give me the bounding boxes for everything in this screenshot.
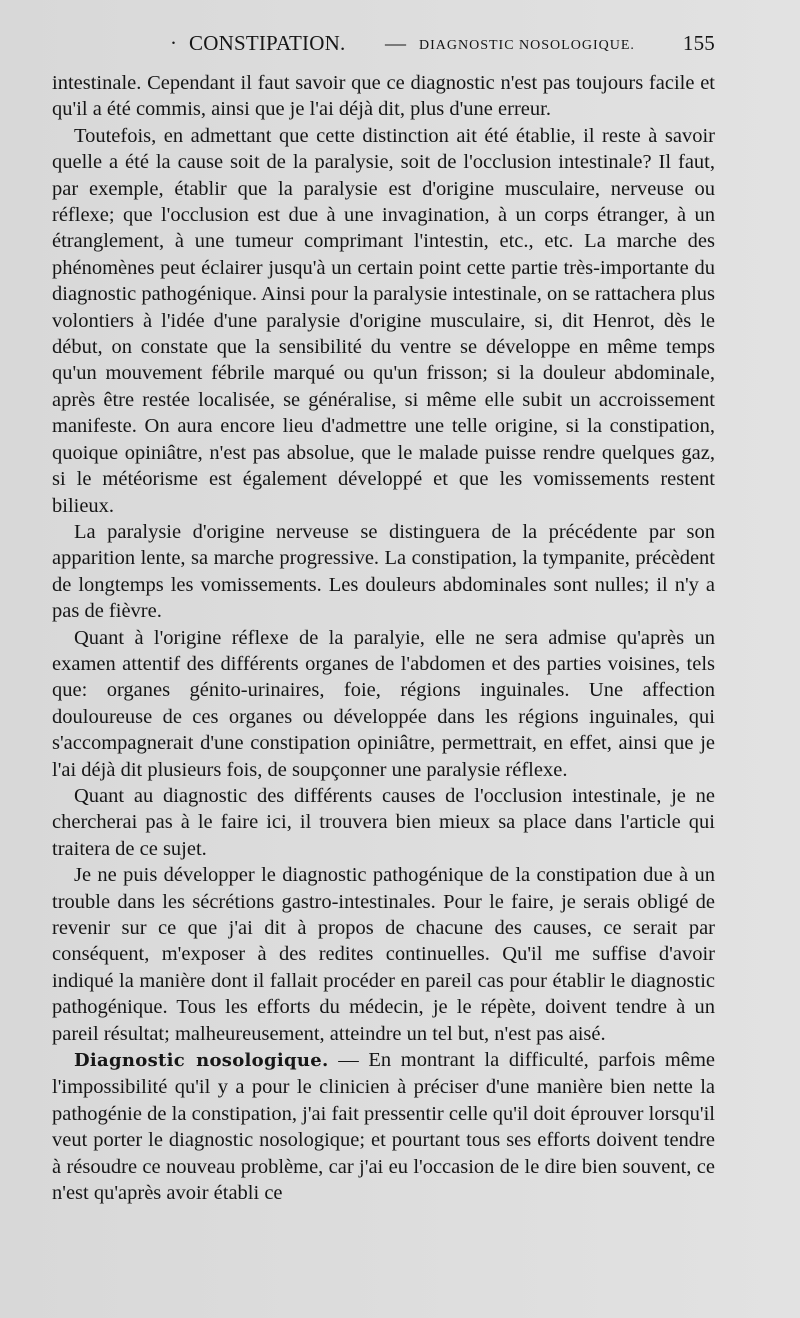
running-title: CONSTIPATION. (189, 31, 346, 55)
page-number: 155 (682, 31, 715, 55)
running-head (52, 31, 715, 61)
paragraph: Je ne puis développer le diagnostic pathogénique de la constipation due à un trouble dans les sécrétions gastro-intestinales. Pour le faire, je serais obligé de revenir sur ce que j'ai dit à propos de chacune des causes, ce serait par conséquent, m'exposer à des redites continuelles. Qu'il me suffise d'avoir indiqué la manière dont il fallait procéder en pareil cas pour établir le diagnostic pathogénique. Tous les efforts du médecin, je le répète, doivent tendre à un pareil résultat; malheureusement, atteindre un tel but, n'est pas aisé. (52, 864, 715, 1045)
header-dash: — (385, 31, 407, 55)
header-dot: · (170, 31, 178, 55)
section-paragraph (52, 1047, 715, 1206)
paragraph: La paralysie d'origine nerveuse se distinguera de la précédente par son apparition lente, sa marche progressive. La constipation, la tympanite, précèdent de longtemps les vomissements. Les douleurs abdominales sont nulles; il n'y a pas de fièvre. (52, 520, 715, 623)
paragraph: intestinale. Cependant il faut savoir que ce diagnostic n'est pas toujours facile et qu'il a été commis, ainsi que je l'ai déjà dit, plus d'une erreur. (52, 72, 715, 121)
paragraph: Quant à l'origine réflexe de la paralyie, elle ne sera admise qu'après un examen attentif des différents organes de l'abdomen et des parties voisines, tels que: organes génito-urinaires, foie, régions inguinales. Une affection douloureuse de ces organes ou développée dans les régions inguinales, qui s'accompagnerait d'une constipation opiniâtre, permettrait, en effet, ainsi que je l'ai déjà dit plusieurs fois, de soupçonner une paralysie réflexe. (52, 626, 715, 781)
running-subtitle: DIAGNOSTIC NOSOLOGIQUE. (419, 38, 635, 53)
section-text: — En montrant la difficulté, parfois même l'impossibilité qu'il y a pour le clinicien à préciser d'une manière bien nette la pathogénie de la constipation, j'ai fait pressentir celle qu'il doit éprouver lorsqu'il veut porter le diagnostic nosologique; et pourtant tous ses efforts doivent tendre à résoudre ce nouveau problème, car j'ai eu l'occasion de le dire bien souvent, ce n'est qu'après avoir établi ce (52, 1049, 716, 1205)
body-text (52, 70, 715, 1206)
paragraph: Quant au diagnostic des différents causes de l'occlusion intestinale, je ne chercherai pas à le faire ici, il trouvera bien mieux sa place dans l'article qui traitera de ce sujet. (52, 784, 715, 860)
paragraph: Toutefois, en admettant que cette distinction ait été établie, il reste à savoir quelle a été la cause soit de la paralysie, soit de l'occlusion intestinale? Il faut, par exemple, établir que la paralysie est d'origine musculaire, nerveuse ou réflexe; que l'occlusion est due à une invagination, à un corps étranger, à un étranglement, à une tumeur comprimant l'intestin, etc., etc. La marche des phénomènes peut éclairer jusqu'à un certain point cette partie très-importante du diagnostic pathogénique. Ainsi pour la paralysie intestinale, on se rattachera plus volontiers à l'idée d'une paralysie d'origine musculaire, si, dit Henrot, dès le début, on constate que la sensibilité du ventre se développe en même temps qu'un mouvement fébrile marqué ou qu'un frisson; si la douleur abdominale, après être restée localisée, se généralise, si même elle subit un accroissement manifeste. On aura encore lieu d'admettre une telle origine, si la constipation, quoique opiniâtre, n'est pas absolue, que le malade puisse rendre quelques gaz, si le météorisme est également développé et que les vomissements restent bilieux. (52, 124, 715, 517)
section-heading: Diagnostic nosologique. (74, 1050, 329, 1072)
